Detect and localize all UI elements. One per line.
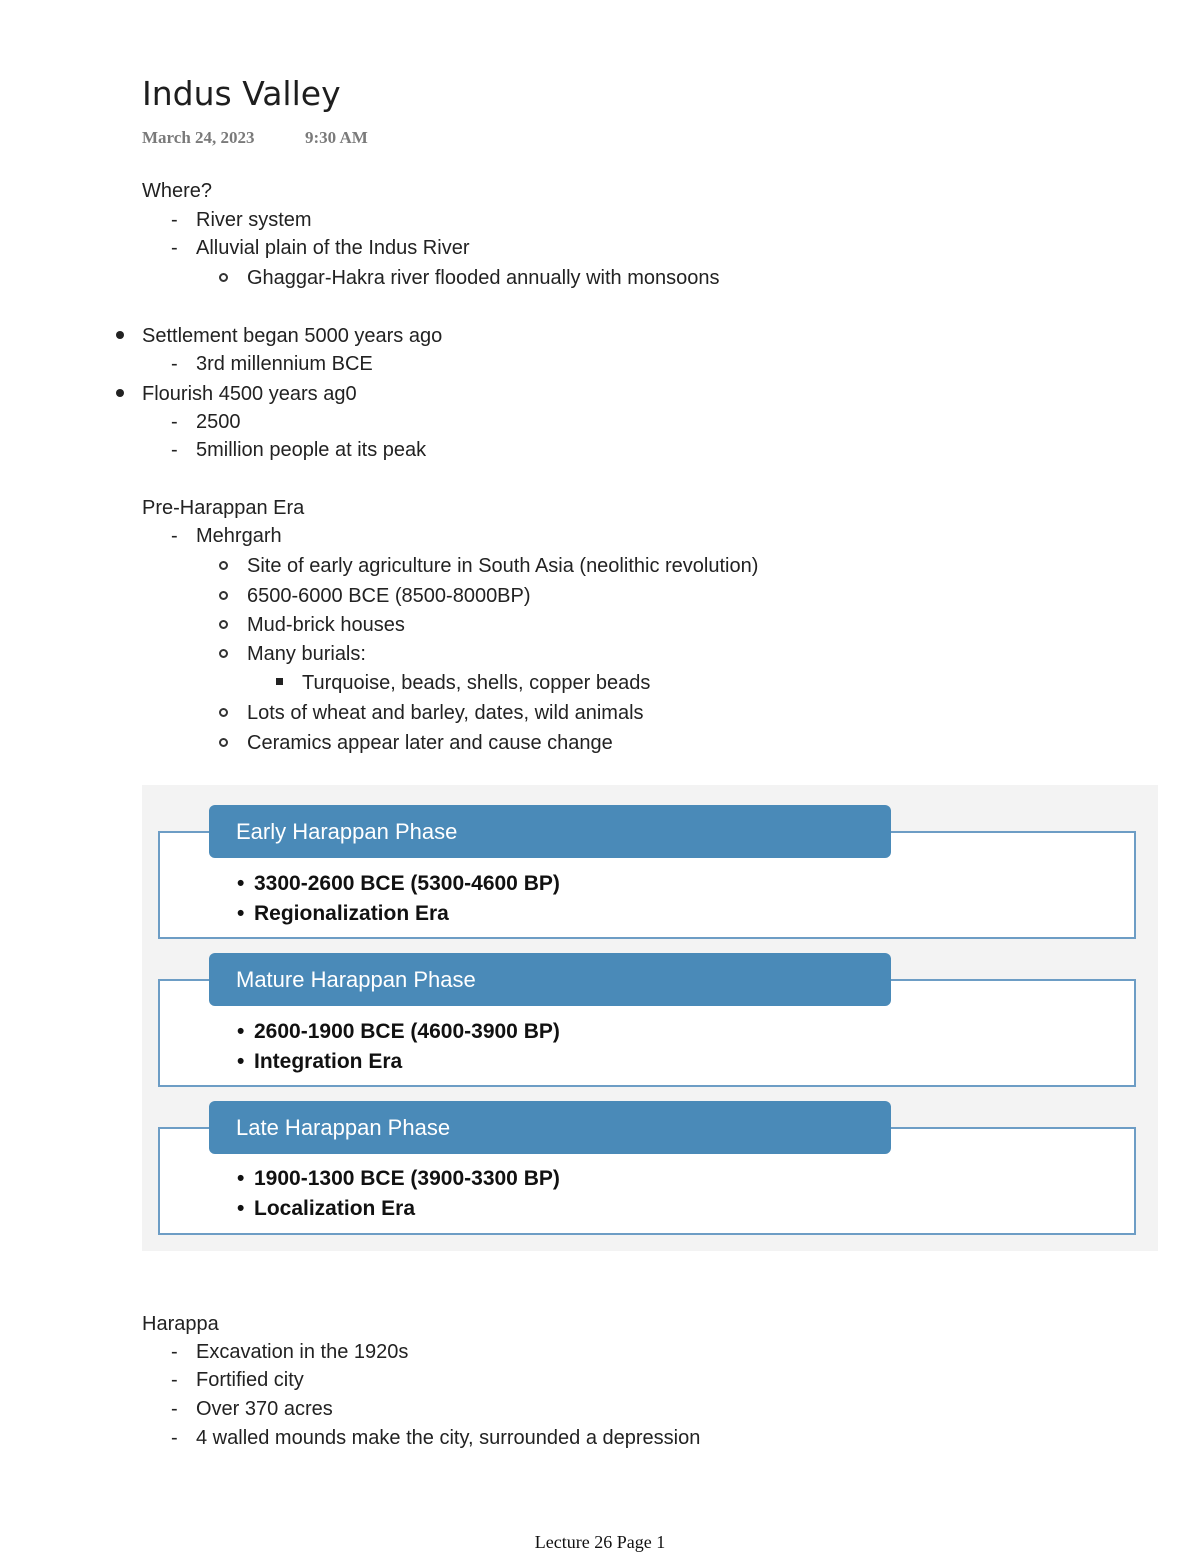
phase-dates-mature: • 2600-1900 BCE (4600-3900 BP) — [237, 1020, 560, 1043]
phase-era-mature: • Integration Era — [237, 1050, 403, 1073]
note-date: March 24, 2023 — [142, 128, 255, 147]
dot-bullet-icon — [116, 331, 124, 339]
pre-harappan-point-4: Many burials: — [247, 643, 366, 665]
where-item-1: River system — [196, 209, 312, 231]
where-item-2: Alluvial plain of the Indus River — [196, 237, 470, 259]
dash-bullet: - — [171, 209, 178, 231]
phase-era-text: Regionalization Era — [254, 902, 449, 925]
dash-bullet: - — [171, 237, 178, 259]
where-sub-item: Ghaggar-Hakra river flooded annually with monsoons — [247, 267, 720, 289]
pre-harappan-point-3: Mud-brick houses — [247, 614, 405, 636]
where-heading: Where? — [142, 180, 213, 202]
note-time: 9:30 AM — [305, 128, 368, 147]
pre-harappan-point-1: Site of early agriculture in South Asia (neolithic revolution) — [247, 555, 759, 577]
pre-harappan-point-2: 6500-6000 BCE (8500-8000BP) — [247, 585, 531, 607]
pre-harappan-point-6: Ceramics appear later and cause change — [247, 732, 613, 754]
dash-bullet: - — [171, 411, 178, 433]
settlement-bullet-1: Settlement began 5000 years ago — [142, 325, 443, 347]
phase-title-mature: Mature Harappan Phase — [209, 953, 891, 1006]
phase-dates-text: 1900-1300 BCE (3900-3300 BP) — [254, 1167, 560, 1190]
settlement-bullet-2: Flourish 4500 years ag0 — [142, 383, 357, 405]
circle-bullet-icon — [219, 649, 228, 658]
harappa-heading: Harappa — [142, 1313, 219, 1335]
settlement-sub-2: 2500 — [196, 411, 241, 433]
settlement-sub-3: 5million people at its peak — [196, 439, 427, 461]
phase-dates-late: • 1900-1300 BCE (3900-3300 BP) — [237, 1167, 560, 1190]
dash-bullet: - — [171, 1427, 178, 1449]
dash-bullet: - — [171, 1398, 178, 1420]
settlement-sub-1: 3rd millennium BCE — [196, 353, 373, 375]
harappa-item-1: Excavation in the 1920s — [196, 1341, 409, 1363]
page-footer: Lecture 26 Page 1 — [534, 1532, 666, 1552]
phase-era-text: Integration Era — [254, 1050, 403, 1073]
dash-bullet: - — [171, 1341, 178, 1363]
circle-bullet-icon — [219, 708, 228, 717]
dash-bullet: - — [171, 353, 178, 375]
harappan-phases-diagram — [142, 785, 1158, 1251]
circle-bullet-icon — [219, 738, 228, 747]
phase-era-text: Localization Era — [254, 1197, 416, 1220]
circle-bullet-icon — [219, 273, 228, 282]
pre-harappan-site: Mehrgarh — [196, 525, 282, 547]
pre-harappan-point-5: Lots of wheat and barley, dates, wild animals — [247, 702, 644, 724]
page-title: Indus Valley — [142, 74, 341, 113]
square-bullet-icon — [276, 678, 283, 685]
pre-harappan-heading: Pre-Harappan Era — [142, 497, 305, 519]
phase-dates-early: • 3300-2600 BCE (5300-4600 BP) — [237, 872, 560, 895]
phase-dates-text: 3300-2600 BCE (5300-4600 BP) — [254, 872, 560, 895]
circle-bullet-icon — [219, 561, 228, 570]
dot-bullet-icon — [116, 389, 124, 397]
harappa-item-4: 4 walled mounds make the city, surrounded a depression — [196, 1427, 701, 1449]
phase-title-late: Late Harappan Phase — [209, 1101, 891, 1154]
circle-bullet-icon — [219, 591, 228, 600]
phase-title-early: Early Harappan Phase — [209, 805, 891, 858]
phase-era-late: • Localization Era — [237, 1197, 416, 1220]
dash-bullet: - — [171, 1369, 178, 1391]
burial-detail: Turquoise, beads, shells, copper beads — [302, 672, 651, 694]
phase-dates-text: 2600-1900 BCE (4600-3900 BP) — [254, 1020, 560, 1043]
harappa-item-2: Fortified city — [196, 1369, 304, 1391]
phase-era-early: • Regionalization Era — [237, 902, 449, 925]
harappa-item-3: Over 370 acres — [196, 1398, 333, 1420]
dash-bullet: - — [171, 525, 178, 547]
dash-bullet: - — [171, 439, 178, 461]
circle-bullet-icon — [219, 620, 228, 629]
